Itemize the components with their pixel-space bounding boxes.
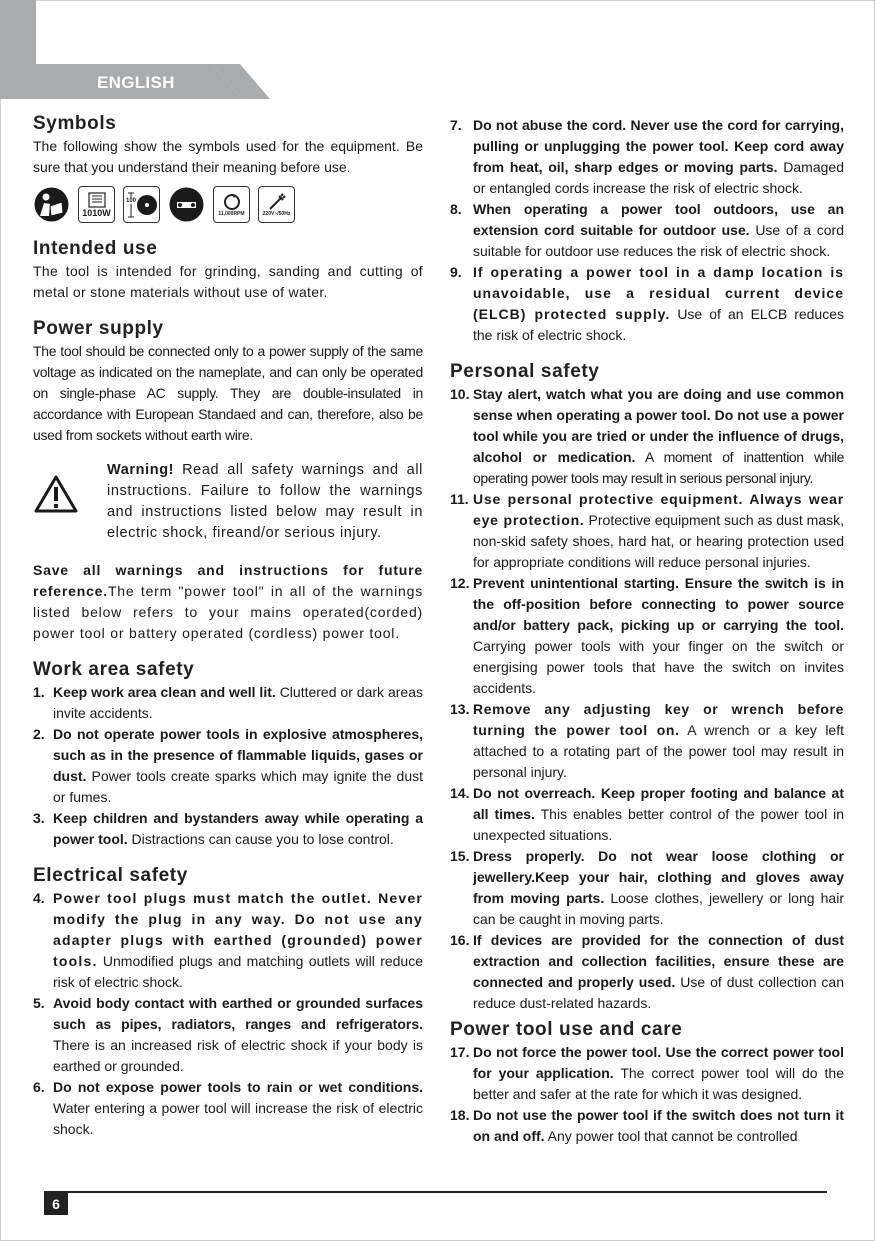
no-load-speed-icon [213, 186, 250, 223]
power-rating-label: 1010W [82, 207, 111, 218]
item-text: Unmodified plugs and matching outlets will reduce risk of electric shock. [53, 953, 423, 990]
disc-diameter-icon [123, 186, 160, 223]
list-item [450, 115, 844, 199]
item-bold: When operating a power tool outdoors, use an extension cord suitable for outdoor use. [473, 201, 844, 238]
list-item [33, 888, 423, 993]
symbol-icons [33, 186, 423, 223]
item-text: There is an increased risk of electric shock if your body is earthed or grounded. [53, 1037, 423, 1074]
item-bold: Keep work area clean and well lit. [53, 684, 276, 700]
list-item [450, 930, 844, 1014]
save-warnings-body: The term "power tool" in all of the warnings listed below refers to your mains operated(corded) power tool or battery operated (cordless) power tool. [33, 583, 423, 641]
intended-use-section [33, 237, 423, 303]
item-bold: Use personal protective equipment. Always wear eye protection. [473, 491, 844, 528]
list-item [33, 808, 423, 850]
item-text: Damaged or entangled cords increase the risk of electric shock. [473, 159, 844, 196]
item-number: 10. [450, 386, 470, 402]
item-text: The correct power tool will do the better and safer at the rate for which it was designed. [473, 1065, 844, 1102]
item-bold: Do not expose power tools to rain or wet conditions. [53, 1079, 423, 1095]
power-rating-icon [78, 186, 115, 223]
item-number: 14. [450, 785, 470, 801]
electrical-continued-section [450, 115, 844, 346]
list-item [450, 1042, 844, 1105]
power-supply-heading: Power supply [33, 318, 164, 339]
electrical-list [33, 888, 423, 1140]
wear-protection-icon [168, 186, 205, 223]
list-item [450, 384, 844, 489]
warning-block [33, 460, 423, 544]
read-manual-icon [33, 186, 70, 223]
item-bold: Do not force the power tool. Use the correct power tool for your application. [473, 1044, 844, 1081]
save-warnings-section [33, 560, 423, 644]
item-number: 17. [450, 1044, 470, 1060]
save-warnings-text [33, 560, 423, 644]
right-column [450, 115, 844, 1161]
item-number: 8. [450, 201, 462, 217]
item-bold: Power tool plugs must match the outlet. Never modify the plug in any way. Do not use any adapter plugs with earthed (grounded) power tools. [53, 890, 423, 969]
item-number: 4. [33, 890, 45, 906]
footer-rule [44, 1191, 827, 1193]
list-item [33, 724, 423, 808]
item-text: Use of a cord suitable for outdoor use reduces the risk of electric shock. [473, 222, 844, 259]
no-load-speed-label: 11,000RPM [218, 210, 245, 217]
symbols-section [33, 112, 423, 223]
item-text: Any power tool that cannot be controlled [544, 1128, 798, 1144]
list-item [450, 846, 844, 930]
intended-use-text: The tool is intended for grinding, sanding and cutting of metal or stone materials without use of water. [33, 263, 423, 300]
symbols-heading: Symbols [33, 113, 117, 134]
item-bold: Remove any adjusting key or wrench before turning the power tool on. [473, 701, 844, 738]
item-number: 12. [450, 575, 470, 591]
tool-use-list [450, 1042, 844, 1147]
item-text: Distractions can cause you to lose control. [127, 831, 394, 847]
item-text: Loose clothes, jewellery or long hair can be caught in moving parts. [473, 890, 844, 927]
list-item [450, 199, 844, 262]
item-number: 16. [450, 932, 470, 948]
list-item [450, 699, 844, 783]
power-supply-text: The tool should be connected only to a power supply of the same voltage as indicated on the nameplate, and can only be operated on single-phase AC supply. They are double-insulated in accordance with European Standaed and can, therefore, also be used from sockets without earth wire. [33, 343, 423, 443]
item-bold: Do not operate power tools in explosive atmospheres, such as in the presence of flammable liquids, gases or dust. [53, 726, 423, 784]
item-number: 15. [450, 848, 470, 864]
item-text: A wrench or a key left attached to a rotating part of the power tool may result in personal injury. [473, 722, 844, 780]
list-item [450, 262, 844, 346]
item-number: 5. [33, 995, 45, 1011]
left-column [33, 112, 423, 1154]
item-text: This enables better control of the power tool in unexpected situations. [473, 806, 844, 843]
item-number: 11. [450, 491, 469, 507]
warning-body: Read all safety warnings and all instructions. Failure to follow the warnings and instructions listed below may result in electric shock, fireand/or serious injury. [107, 462, 423, 541]
item-number: 13. [450, 701, 470, 717]
electrical-section [33, 864, 423, 1140]
personal-safety-section [450, 360, 844, 1014]
item-number: 2. [33, 726, 45, 742]
save-warnings-bold: Save all warnings and instructions for future reference. [33, 562, 423, 599]
item-text: A moment of inattention while operating power tools may result in serious personal injury. [473, 449, 844, 486]
item-number: 1. [33, 684, 45, 700]
power-supply-section [33, 317, 423, 446]
item-bold: Do not abuse the cord. Never use the cord for carrying, pulling or unplugging the power tool. Keep cord away from heat, oil, sharp edges or moving parts. [473, 117, 844, 175]
symbols-text: The following show the symbols used for the equipment. Be sure that you understand their meaning before use. [33, 138, 423, 175]
list-item [33, 682, 423, 724]
item-number: 7. [450, 117, 462, 133]
item-bold: Prevent unintentional starting. Ensure the switch is in the off-position before connecting to power source and/or battery pack, picking up or carrying the tool. [473, 575, 844, 633]
list-item [450, 573, 844, 699]
work-area-list [33, 682, 423, 850]
item-bold: If devices are provided for the connection of dust extraction and collection facilities, ensure these are connected and properly used. [473, 932, 844, 990]
item-text: Power tools create sparks which may ignite the dust or fumes. [53, 768, 423, 805]
item-bold: Stay alert, watch what you are doing and use common sense when operating a power tool. Do not use a power tool while you are tried or under the influence of drugs, alcohol or medication. [473, 386, 844, 465]
item-bold: Keep children and bystanders away while operating a power tool. [53, 810, 423, 847]
language-tab-label: ENGLISH [97, 73, 175, 92]
item-number: 6. [33, 1079, 45, 1095]
warning-label: Warning! [107, 462, 175, 478]
personal-safety-heading: Personal safety [450, 361, 600, 382]
item-text: Cluttered or dark areas invite accidents. [53, 684, 423, 721]
intended-use-heading: Intended use [33, 238, 158, 259]
item-text: Carrying power tools with your finger on the switch or energising power tools that have the switch on invites accidents. [473, 638, 844, 696]
item-text: Use of an ELCB reduces the risk of electric shock. [473, 306, 845, 343]
list-item [450, 489, 844, 573]
item-bold: Do not overreach. Keep proper footing and balance at all times. [473, 785, 844, 822]
voltage-label: 220V~/50Hz [262, 210, 291, 217]
voltage-plug-icon [258, 186, 295, 223]
item-text: Water entering a power tool will increase the risk of electric shock. [53, 1100, 423, 1137]
disc-diameter-label: 100 [126, 198, 137, 204]
work-area-heading: Work area safety [33, 659, 195, 680]
list-item [33, 993, 423, 1077]
list-item [450, 783, 844, 846]
header-tab-block [0, 0, 36, 64]
item-bold: Do not use the power tool if the switch does not turn it on and off. [473, 1107, 844, 1144]
item-bold: Avoid body contact with earthed or grounded surfaces such as pipes, radiators, ranges and refrigerators. [53, 995, 423, 1032]
item-bold: If operating a power tool in a damp location is unavoidable, use a residual current device (ELCB) protected supply. [473, 264, 844, 322]
item-number: 18. [450, 1107, 470, 1123]
tool-use-heading: Power tool use and care [450, 1019, 683, 1040]
warning-text [107, 460, 423, 544]
list-item [33, 1077, 423, 1140]
warning-triangle-icon [33, 460, 107, 544]
item-number: 9. [450, 264, 462, 280]
item-text: Protective equipment such as dust mask, non-skid safety shoes, hard hat, or hearing protection used for appropriate conditions will reduce personal injuries. [473, 512, 844, 570]
item-text: Use of dust collection can reduce dust-related hazards. [473, 974, 844, 1011]
electrical-heading: Electrical safety [33, 865, 188, 886]
personal-safety-list [450, 384, 844, 1014]
electrical-continued-list [450, 115, 844, 346]
item-number: 3. [33, 810, 45, 826]
item-bold: Dress properly. Do not wear loose clothing or jewellery.Keep your hair, clothing and gloves away from moving parts. [473, 848, 844, 906]
tool-use-section [450, 1018, 844, 1147]
work-area-section [33, 658, 423, 850]
list-item [450, 1105, 844, 1147]
page-number: 6 [44, 1193, 68, 1215]
